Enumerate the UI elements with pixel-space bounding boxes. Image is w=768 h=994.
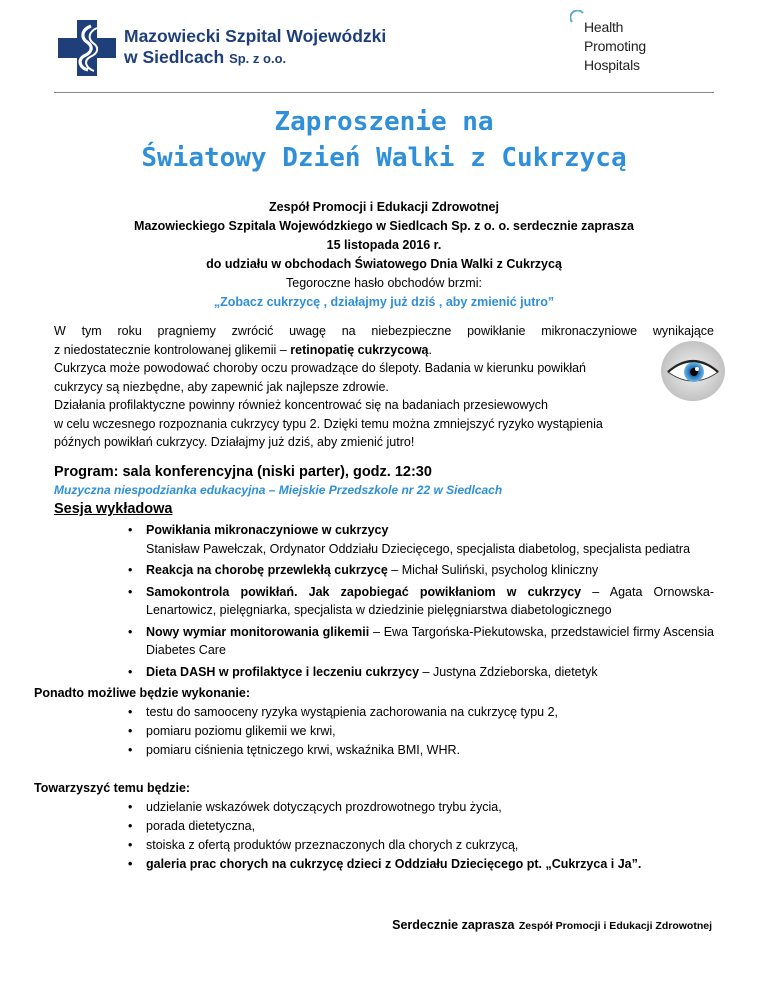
accompany-title: Towarzyszyć temu będzie: bbox=[34, 781, 191, 795]
hospital-name bbox=[124, 26, 386, 69]
lecture-item bbox=[146, 561, 714, 580]
para-line: cukrzycy są niezbędne, aby zapewnić jak najlepsze zdrowie. bbox=[54, 379, 389, 394]
header-divider bbox=[54, 92, 714, 93]
lecture-sep: – bbox=[387, 563, 402, 577]
intro-slogan: „Zobacz cukrzycę , działajmy już dziś , aby zmienić jutro” bbox=[213, 295, 555, 309]
extra-list bbox=[54, 703, 724, 760]
hph-line1: Health bbox=[584, 19, 624, 35]
list-item: • galeria prac chorych na cukrzycę dzieci z Oddziału Dziecięcego pt. „Cukrzyca i Ja”. bbox=[146, 855, 724, 874]
lecture-speaker: Stanisław Pawełczak, Ordynator Oddziału Dziecięcego, specjalista diabetolog, specjalista pediatra bbox=[146, 541, 691, 556]
session-title: Sesja wykładowa bbox=[54, 501, 173, 517]
page-title bbox=[0, 104, 768, 176]
hph-logo bbox=[570, 10, 710, 80]
lecture-sep: – bbox=[419, 664, 433, 679]
retinopathy-term: retinopatię cukrzycową bbox=[290, 342, 429, 357]
hospital-name-suffix: Sp. z o.o. bbox=[229, 51, 287, 66]
intro-block bbox=[0, 198, 768, 312]
description-paragraph bbox=[54, 322, 714, 452]
lecture-sep: – bbox=[369, 624, 384, 639]
lecture-topic: Nowy wymiar monitorowania glikemii bbox=[146, 624, 370, 639]
program-section bbox=[34, 462, 724, 874]
hospital-logo bbox=[58, 20, 403, 76]
lecture-sep: – bbox=[581, 584, 610, 599]
intro-hospital: Mazowieckiego Szpitala Wojewódzkiego w Siedlcach Sp. z o. o. serdecznie zaprasza bbox=[134, 219, 634, 233]
lecture-item bbox=[146, 623, 714, 660]
title-line1: Zaproszenie na bbox=[274, 107, 494, 137]
hph-line2: Promoting bbox=[584, 38, 647, 54]
footer-team: Zespół Promocji i Edukacji Zdrowotnej bbox=[518, 920, 712, 932]
para-line: w celu wczesnego rozpoznania cukrzycy typu 2. Dzięki temu można zmniejszyć ryzyko wystąpienia bbox=[54, 416, 603, 431]
list-item: • stoiska z ofertą produktów przeznaczonych dla chorych z cukrzycą, bbox=[146, 836, 724, 855]
list-item: • porada dietetyczna, bbox=[146, 817, 724, 836]
extra-title: Ponadto możliwe będzie wykonanie: bbox=[34, 686, 251, 700]
list-item: • pomiaru ciśnienia tętniczego krwi, wskaźnika BMI, WHR. bbox=[146, 741, 724, 760]
footer-signature bbox=[0, 916, 712, 934]
lecture-speaker: Justyna Zdzieborska, dietetyk bbox=[432, 664, 598, 679]
para-line bbox=[54, 341, 714, 360]
list-item: • udzielanie wskazówek dotyczących prozdrowotnego trybu życia, bbox=[146, 798, 724, 817]
intro-date: 15 listopada 2016 r. bbox=[326, 238, 442, 252]
lecture-topic: Dieta DASH w profilaktyce i leczeniu cukrzycy bbox=[146, 664, 420, 679]
accompany-list bbox=[54, 798, 724, 874]
hospital-cross-icon bbox=[58, 20, 116, 76]
eye-icon bbox=[660, 338, 726, 404]
lecture-list bbox=[54, 521, 714, 681]
lecture-item bbox=[146, 663, 714, 682]
list-item: • testu do samooceny ryzyka wystąpienia zachorowania na cukrzycę typu 2, bbox=[146, 703, 724, 722]
lecture-speaker: Michał Suliński, psycholog kliniczny bbox=[401, 563, 599, 577]
para-text: z niedostatecznie kontrolowanej glikemii – bbox=[54, 342, 291, 357]
para-line: późnych powikłań cukrzycy. Działajmy już dziś, aby zmienić jutro! bbox=[54, 435, 415, 449]
hospital-name-line2: w Siedlcach bbox=[124, 47, 225, 67]
lecture-speaker: Agata Ornowska-Lenartowicz, pielęgniarka, specjalista w dziedzinie pielęgniarstwa diabetologicznego bbox=[146, 584, 714, 617]
list-item: • pomiaru poziomu glikemii we krwi, bbox=[146, 722, 724, 741]
lecture-item bbox=[146, 521, 714, 558]
hph-text bbox=[584, 18, 646, 75]
para-line: Cukrzyca może powodować choroby oczu prowadzące do ślepoty. Badania w kierunku powikłań bbox=[54, 361, 586, 375]
lecture-speaker: Ewa Targońska-Piekutowska, przedstawiciel firmy Ascensia Diabetes Care bbox=[146, 624, 714, 657]
hph-line3: Hospitals bbox=[584, 57, 640, 73]
lecture-topic: Reakcja na chorobę przewlekłą cukrzycę bbox=[146, 563, 388, 577]
footer-invite: Serdecznie zaprasza bbox=[392, 918, 515, 932]
program-subtitle: Muzyczna niespodzianka edukacyjna – Miejskie Przedszkole nr 22 w Siedlcach bbox=[54, 483, 503, 497]
program-title: Program: sala konferencyjna (niski parter), godz. 12:30 bbox=[54, 464, 432, 480]
hospital-name-line1: Mazowiecki Szpital Wojewódzki bbox=[124, 26, 387, 46]
para-line: Działania profilaktyczne powinny również koncentrować się na badaniach przesiewowych bbox=[54, 398, 549, 412]
lecture-item bbox=[146, 583, 714, 620]
intro-event: do udziału w obchodach Światowego Dnia Walki z Cukrzycą bbox=[206, 257, 562, 271]
title-line2: Światowy Dzień Walki z Cukrzycą bbox=[141, 143, 627, 173]
lecture-topic: Samokontrola powikłań. Jak zapobiegać powikłaniom w cukrzycy bbox=[146, 584, 582, 599]
intro-motto-label: Tegoroczne hasło obchodów brzmi: bbox=[286, 276, 482, 290]
lecture-topic: Powikłania mikronaczyniowe w cukrzycy bbox=[146, 523, 389, 537]
para-line: W tym roku pragniemy zwrócić uwagę na niebezpieczne powikłanie mikronaczyniowe wynikające bbox=[54, 324, 714, 338]
intro-organizer: Zespół Promocji i Edukacji Zdrowotnej bbox=[269, 200, 499, 214]
para-text: . bbox=[428, 342, 432, 357]
